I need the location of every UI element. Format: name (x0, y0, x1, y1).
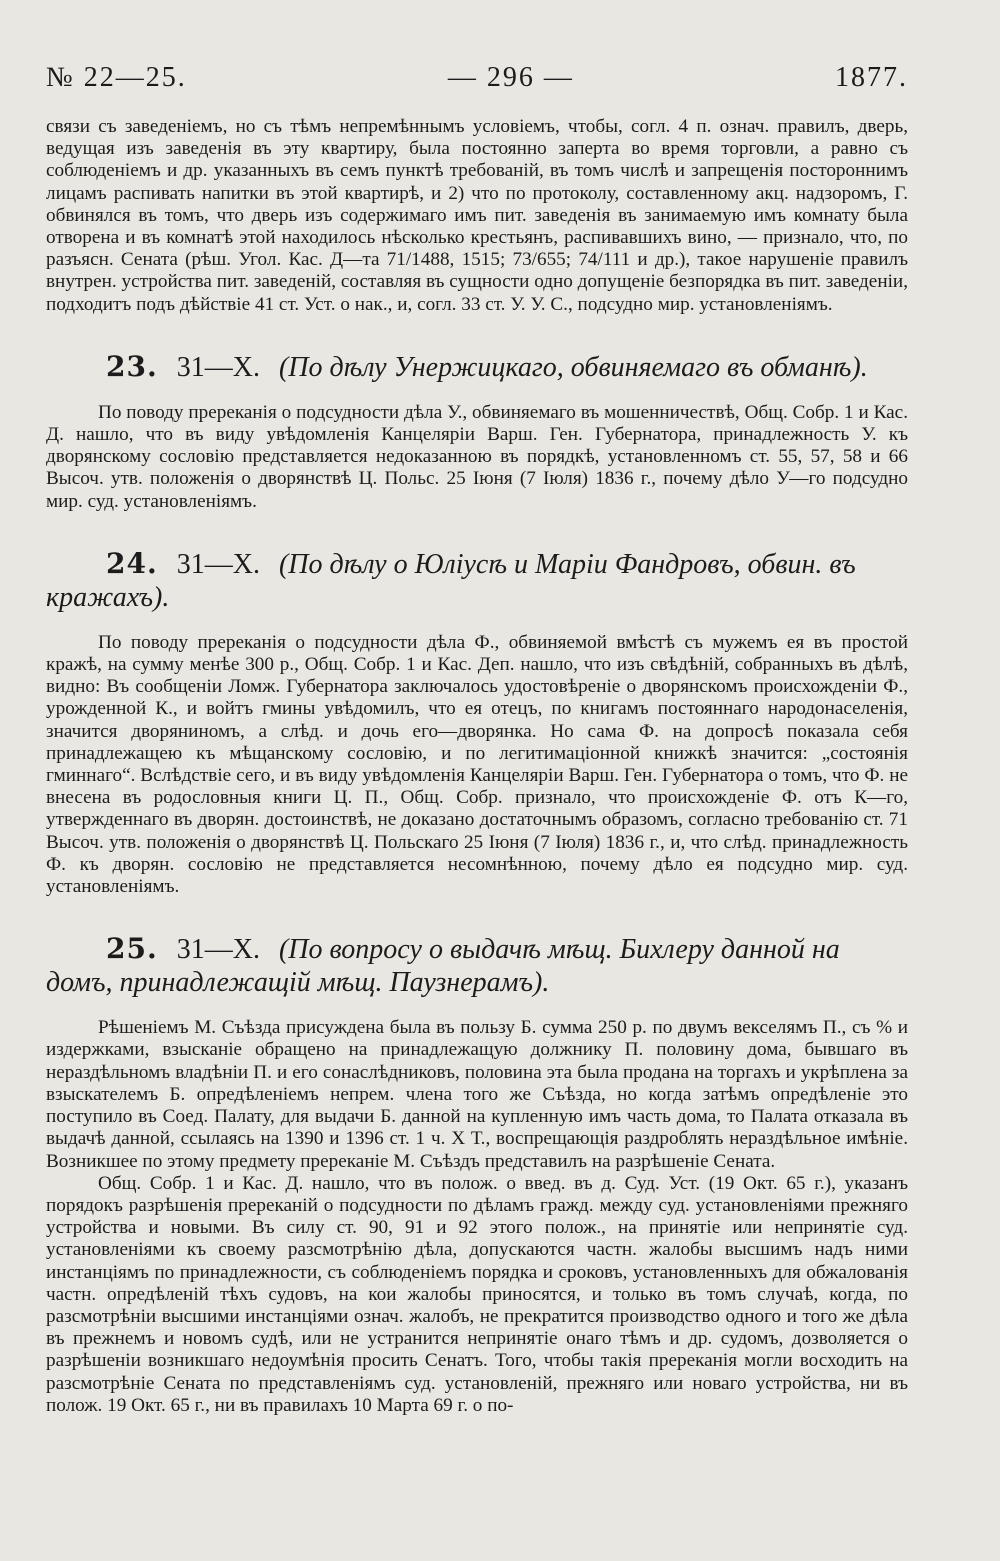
section-heading-24 (46, 547, 908, 614)
header-page-number: — 296 — (447, 62, 574, 93)
header-issue-numbers: № 22—25. (46, 62, 187, 93)
section-paragraph: Рѣшеніемъ М. Съѣзда присуждена была въ пользу Б. сумма 250 р. по двумъ векселямъ П., съ % и издержками, взысканіе обращено на принадлежащую должнику П. половину дома, бывшаго въ нераздѣльномъ владѣніи П. и его сонаслѣдниковъ, половина эта была продана на торгахъ и укрѣплена за взыскателемъ Б. опредѣленіемъ непрем. члена того же Съѣзда, но когда затѣмъ опредѣленіе это поступило въ Соед. Палату, для выдачи Б. данной на купленную имъ часть дома, то Палата отказала въ выдачѣ данной, ссылаясь на 1390 и 1396 ст. 1 ч. X Т., воспрещающія раздроблять нераздѣльное имѣніе. Возникшее по этому предмету пререканіе М. Съѣздъ представилъ на разрѣшеніе Сената. (46, 1017, 908, 1172)
section-paragraph: По поводу пререканія о подсудности дѣла У., обвиняемаго въ мошенничествѣ, Общ. Собр. 1 и Кас. Д. нашло, что въ виду увѣдомленія Канцеляріи Варш. Ген. Губернатора, принадлежность У. къ дворянскому сословію представляется недоказанною въ порядкѣ, установленномъ ст. 55, 57, 58 и 66 Высоч. утв. положенія о дворянствѣ Ц. Польс. 25 Іюня (7 Іюля) 1836 г., почему дѣло У—го подсудно мир. суд. установленіямъ. (46, 401, 908, 512)
section-number: 24. (106, 546, 158, 580)
section-subject: (По дѣлу о Юліусѣ и Маріи Фандровъ, обвин. въ кражахъ). (46, 548, 856, 613)
section-date: 31—X. (176, 351, 260, 383)
section-number: 25. (106, 932, 158, 966)
page-header (46, 62, 908, 94)
section-number: 23. (106, 349, 158, 383)
section-date: 31—X. (176, 934, 260, 966)
section-subject: (По дѣлу Унержицкаго, обвиняемаго въ обманѣ). (278, 351, 868, 383)
section-heading-25 (46, 932, 908, 999)
section-heading-23 (106, 350, 908, 384)
intro-paragraph: связи съ заведеніемъ, но съ тѣмъ непремѣннымъ условіемъ, чтобы, согл. 4 п. означ. правилъ, дверь, ведущая изъ заведенія въ эту квартиру, была постоянно заперта во время торговли, а равно съ соблюденіемъ и др. указанныхъ въ семъ пунктѣ требованій, въ томъ числѣ и запрещенія постороннимъ лицамъ распивать напитки въ этой квартирѣ, и 2) что по протоколу, составленному акц. надзоромъ, Г. обвинялся въ томъ, что дверь изъ содержимаго имъ пит. заведенія въ занимаемую имъ комнату была отворена и въ комнатѣ этой находилось нѣсколько крестьянъ, распивавшихъ вино, — признало, что, по разъясн. Сената (рѣш. Угол. Кас. Д—та 71/1488, 1515; 73/655; 74/111 и др.), такое нарушеніе правилъ внутрен. устройства пит. заведеній, составляя въ сущности одно допущеніе безпорядка въ пит. заведеніи, подходитъ подъ дѣйствіе 41 ст. Уст. о нак., и, согл. 33 ст. У. У. С., подсудно мир. установленіямъ. (46, 116, 908, 315)
section-paragraph: Общ. Собр. 1 и Кас. Д. нашло, что въ полож. о введ. въ д. Суд. Уст. (19 Окт. 65 г.), указанъ порядокъ разрѣшенія пререканій о подсудности по дѣламъ гражд. между суд. установленіями прежняго устройства и новыми. Въ силу ст. 90, 91 и 92 этого полож., на принятіе или непринятіе суд. установленіями къ своему разсмотрѣнію дѣла, допускаются частн. жалобы высшимъ надъ ними инстанціямъ по принадлежности, съ соблюденіемъ порядка и сроковъ, установленныхъ для обжалованія частн. опредѣленій тѣхъ судовъ, на кои жалобы приносятся, и только въ томъ случаѣ, когда, по разсмотрѣніи высшими инстанціями означ. жалобъ, не прекратится производство одного и того же дѣла въ прежнемъ и новомъ судѣ, или не устранится непринятіе онаго тѣмъ и др. судомъ, дозволяется о разрѣшеніи возникшаго недоумѣнія просить Сенатъ. Того, чтобы такія пререканія могли восходить на разсмотрѣніе Сената по представленіямъ суд. установленій, прежняго или новаго устройства, ни въ полож. 19 Окт. 65 г., ни въ правилахъ 10 Марта 69 г. о по- (46, 1172, 908, 1416)
header-year: 1877. (835, 62, 908, 93)
section-subject: (По вопросу о выдачѣ мѣщ. Бихлеру данной на домъ, принадлежащій мѣщ. Паузнерамъ). (46, 934, 840, 999)
section-date: 31—X. (176, 548, 260, 580)
section-paragraph: По поводу пререканія о подсудности дѣла Ф., обвиняемой вмѣстѣ съ мужемъ ея въ простой кражѣ, на сумму менѣе 300 р., Общ. Собр. 1 и Кас. Деп. нашло, что изъ свѣдѣній, собранныхъ въ дѣлѣ, видно: Въ сообщеніи Ломж. Губернатора заключалось удостовѣреніе о дворянскомъ происхожденіи Ф., урожденной К., и войтъ гмины увѣдомилъ, что ея отецъ, по книгамъ постояннаго народонаселенія, значится дворяниномъ, а слѣд. и дочь его—дворянка. Но сама Ф. на допросѣ показала себя принадлежащею къ мѣщанскому сословію, и по легитимаціонной книжкѣ значится: „состоянія гминнаго“. Вслѣдствіе сего, и въ виду увѣдомленія Канцеляріи Варш. Ген. Губернатора о томъ, что Ф. не внесена въ родословныя книги Ц. П., Общ. Собр. признало, что происхожденіе Ф. отъ К—го, утвержденнаго въ дворян. достоинствѣ, не доказано достаточнымъ образомъ, согласно требованію ст. 71 Высоч. утв. положенія о дворянствѣ Ц. Польскаго 25 Іюня (7 Іюля) 1836 г., и, что слѣд. принадлежность Ф. къ дворян. сословію не представляется несомнѣнною, почему дѣло ея подсудно мир. суд. установленіямъ. (46, 631, 908, 898)
